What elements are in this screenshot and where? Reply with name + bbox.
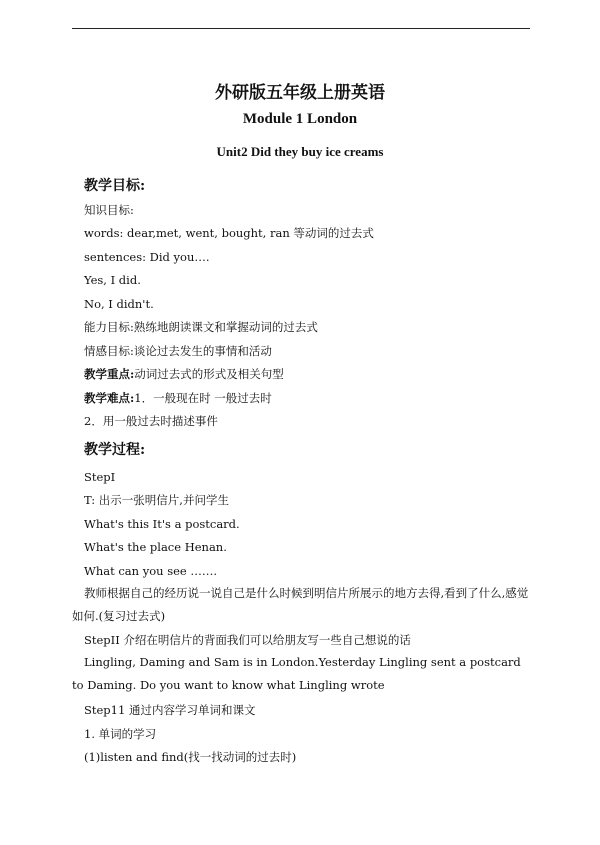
key-line bbox=[84, 366, 284, 382]
no-line: No, I didn't. bbox=[84, 297, 154, 311]
unit-title: Unit2 Did they buy ice creams bbox=[216, 144, 384, 159]
module-title: Module 1 London bbox=[242, 111, 358, 127]
objectives-heading: 教学目标: bbox=[84, 178, 146, 194]
knowledge-label: 知识目标: bbox=[84, 203, 134, 217]
emotion-line: 情感目标:谈论过去发生的事情和活动 bbox=[84, 344, 272, 358]
key-text: 动词过去式的形式及相关句型 bbox=[134, 367, 284, 381]
document-title: 外研版五年级上册英语 bbox=[215, 83, 385, 103]
step2-line: StepII 介绍在明信片的背面我们可以给朋友写一些自己想说的话 bbox=[84, 633, 411, 647]
difficulty-line bbox=[84, 390, 272, 406]
words-line: words: dear,met, went, bought, ran 等动词的过去式 bbox=[84, 226, 374, 240]
question-2: What's the place Henan. bbox=[84, 540, 227, 554]
header-rule bbox=[72, 28, 530, 29]
vocab-line: 1. 单词的学习 bbox=[84, 727, 157, 741]
process-heading: 教学过程: bbox=[84, 442, 146, 458]
difficulty-text: 1．一般现在时 一般过去时 bbox=[134, 391, 272, 405]
key-label: 教学重点: bbox=[84, 367, 135, 381]
teacher-instruction-line: T: 出示一张明信片,并问学生 bbox=[84, 493, 229, 507]
step11-line: Step11 通过内容学习单词和课文 bbox=[84, 703, 256, 717]
ability-line: 能力目标:熟练地朗读课文和掌握动词的过去式 bbox=[84, 320, 318, 334]
lingling-paragraph: Lingling, Daming and Sam is in London.Yesterday Lingling sent a postcard to Daming. Do you want to know what Lingling wrote bbox=[72, 655, 521, 692]
teacher-paragraph: 教师根据自己的经历说一说自己是什么时候到明信片所展示的地方去得,看到了什么,感觉如何.(复习过去式) bbox=[72, 586, 529, 623]
step1-line: StepI bbox=[84, 470, 116, 484]
yes-line: Yes, I did. bbox=[84, 273, 141, 287]
difficulty-line-2: 2．用一般过去时描述事件 bbox=[84, 414, 218, 428]
difficulty-label: 教学难点: bbox=[84, 391, 135, 405]
listen-line: (1)listen and find(找一找动词的过去时) bbox=[84, 750, 297, 764]
question-1: What's this It's a postcard. bbox=[84, 517, 240, 531]
question-3: What can you see ……. bbox=[84, 564, 218, 578]
sentences-line: sentences: Did you…. bbox=[84, 250, 210, 264]
